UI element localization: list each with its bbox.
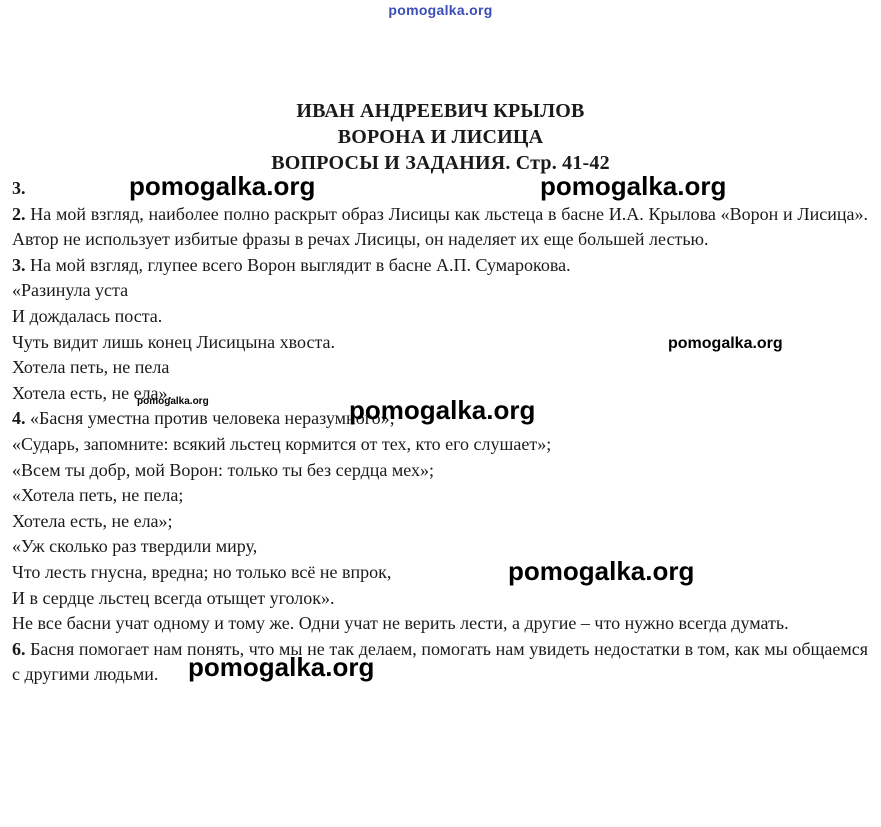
author-heading: ИВАН АНДРЕЕВИЧ КРЫЛОВ	[296, 100, 585, 122]
answer-6	[12, 637, 868, 688]
watermark: pomogalka.org	[508, 556, 695, 586]
header	[0, 98, 881, 176]
answer-text: Басня помогает нам понять, что мы не так делаем, помогать нам увидеть недостатки в том, как мы общаемся с другими людьми.	[12, 638, 868, 685]
quote-line: «Всем ты добр, мой Ворон: только ты без сердца мех»;	[12, 459, 435, 480]
quote-line: И в сердце льстец всегда отыщет уголок».	[12, 587, 335, 608]
answer-text: На мой взгляд, наиболее полно раскрыт образ Лисицы как льстеца в басне И.А. Крылова «Ворон и Лисица». Автор не использует избитые фразы в речах Лисицы, он наделяет их еще большей лестью.	[12, 203, 868, 250]
answer-3	[12, 253, 868, 279]
watermark: pomogalka.org	[349, 395, 536, 425]
quote-line: «Разинула уста	[12, 280, 129, 301]
fable-title: ВОРОНА И ЛИСИЦА	[337, 126, 544, 148]
quote-line: Чуть видит лишь конец Лисицына хвоста.	[12, 331, 336, 352]
answer-text: «Басня уместна против человека неразумного»;	[25, 408, 395, 429]
answer-2	[12, 202, 868, 253]
watermark-top: pomogalka.org	[388, 2, 493, 18]
quote-line: Хотела есть, не ела».	[12, 382, 173, 403]
answer-number: 3.	[12, 254, 26, 275]
watermark: pomogalka.org	[540, 171, 727, 201]
quote-line: «Сударь, запомните: всякий льстец кормится от тех, кто его слушает»;	[12, 433, 552, 454]
answer-5: Не все басни учат одному и тому же. Одни учат не верить лести, а другие – что нужно всегда думать.	[12, 613, 789, 634]
watermark: pomogalka.org	[137, 396, 209, 407]
quote-line: Что лесть гнусна, вредна; но только всё не впрок,	[12, 561, 392, 582]
watermark: pomogalka.org	[668, 335, 783, 352]
answers-body	[12, 176, 868, 688]
quote-line: И дождалась поста.	[12, 305, 163, 326]
quote-line: «Уж сколько раз твердили миру,	[12, 536, 258, 557]
watermark: pomogalka.org	[188, 652, 375, 682]
answer-text: На мой взгляд, глупее всего Ворон выглядит в басне А.П. Сумарокова.	[25, 254, 571, 275]
watermark: pomogalka.org	[129, 171, 316, 201]
answer-number: 2.	[12, 203, 26, 224]
quote-line: Хотела есть, не ела»;	[12, 510, 173, 531]
answer-number: 3.	[12, 178, 26, 198]
answer-number: 4.	[12, 408, 26, 429]
answer-number: 6.	[12, 638, 26, 659]
quote-line: «Хотела петь, не пела;	[12, 485, 184, 506]
quote-line: Хотела петь, не пела	[12, 357, 170, 378]
section-subtitle: ВОПРОСЫ И ЗАДАНИЯ. Стр. 41-42	[271, 152, 610, 174]
